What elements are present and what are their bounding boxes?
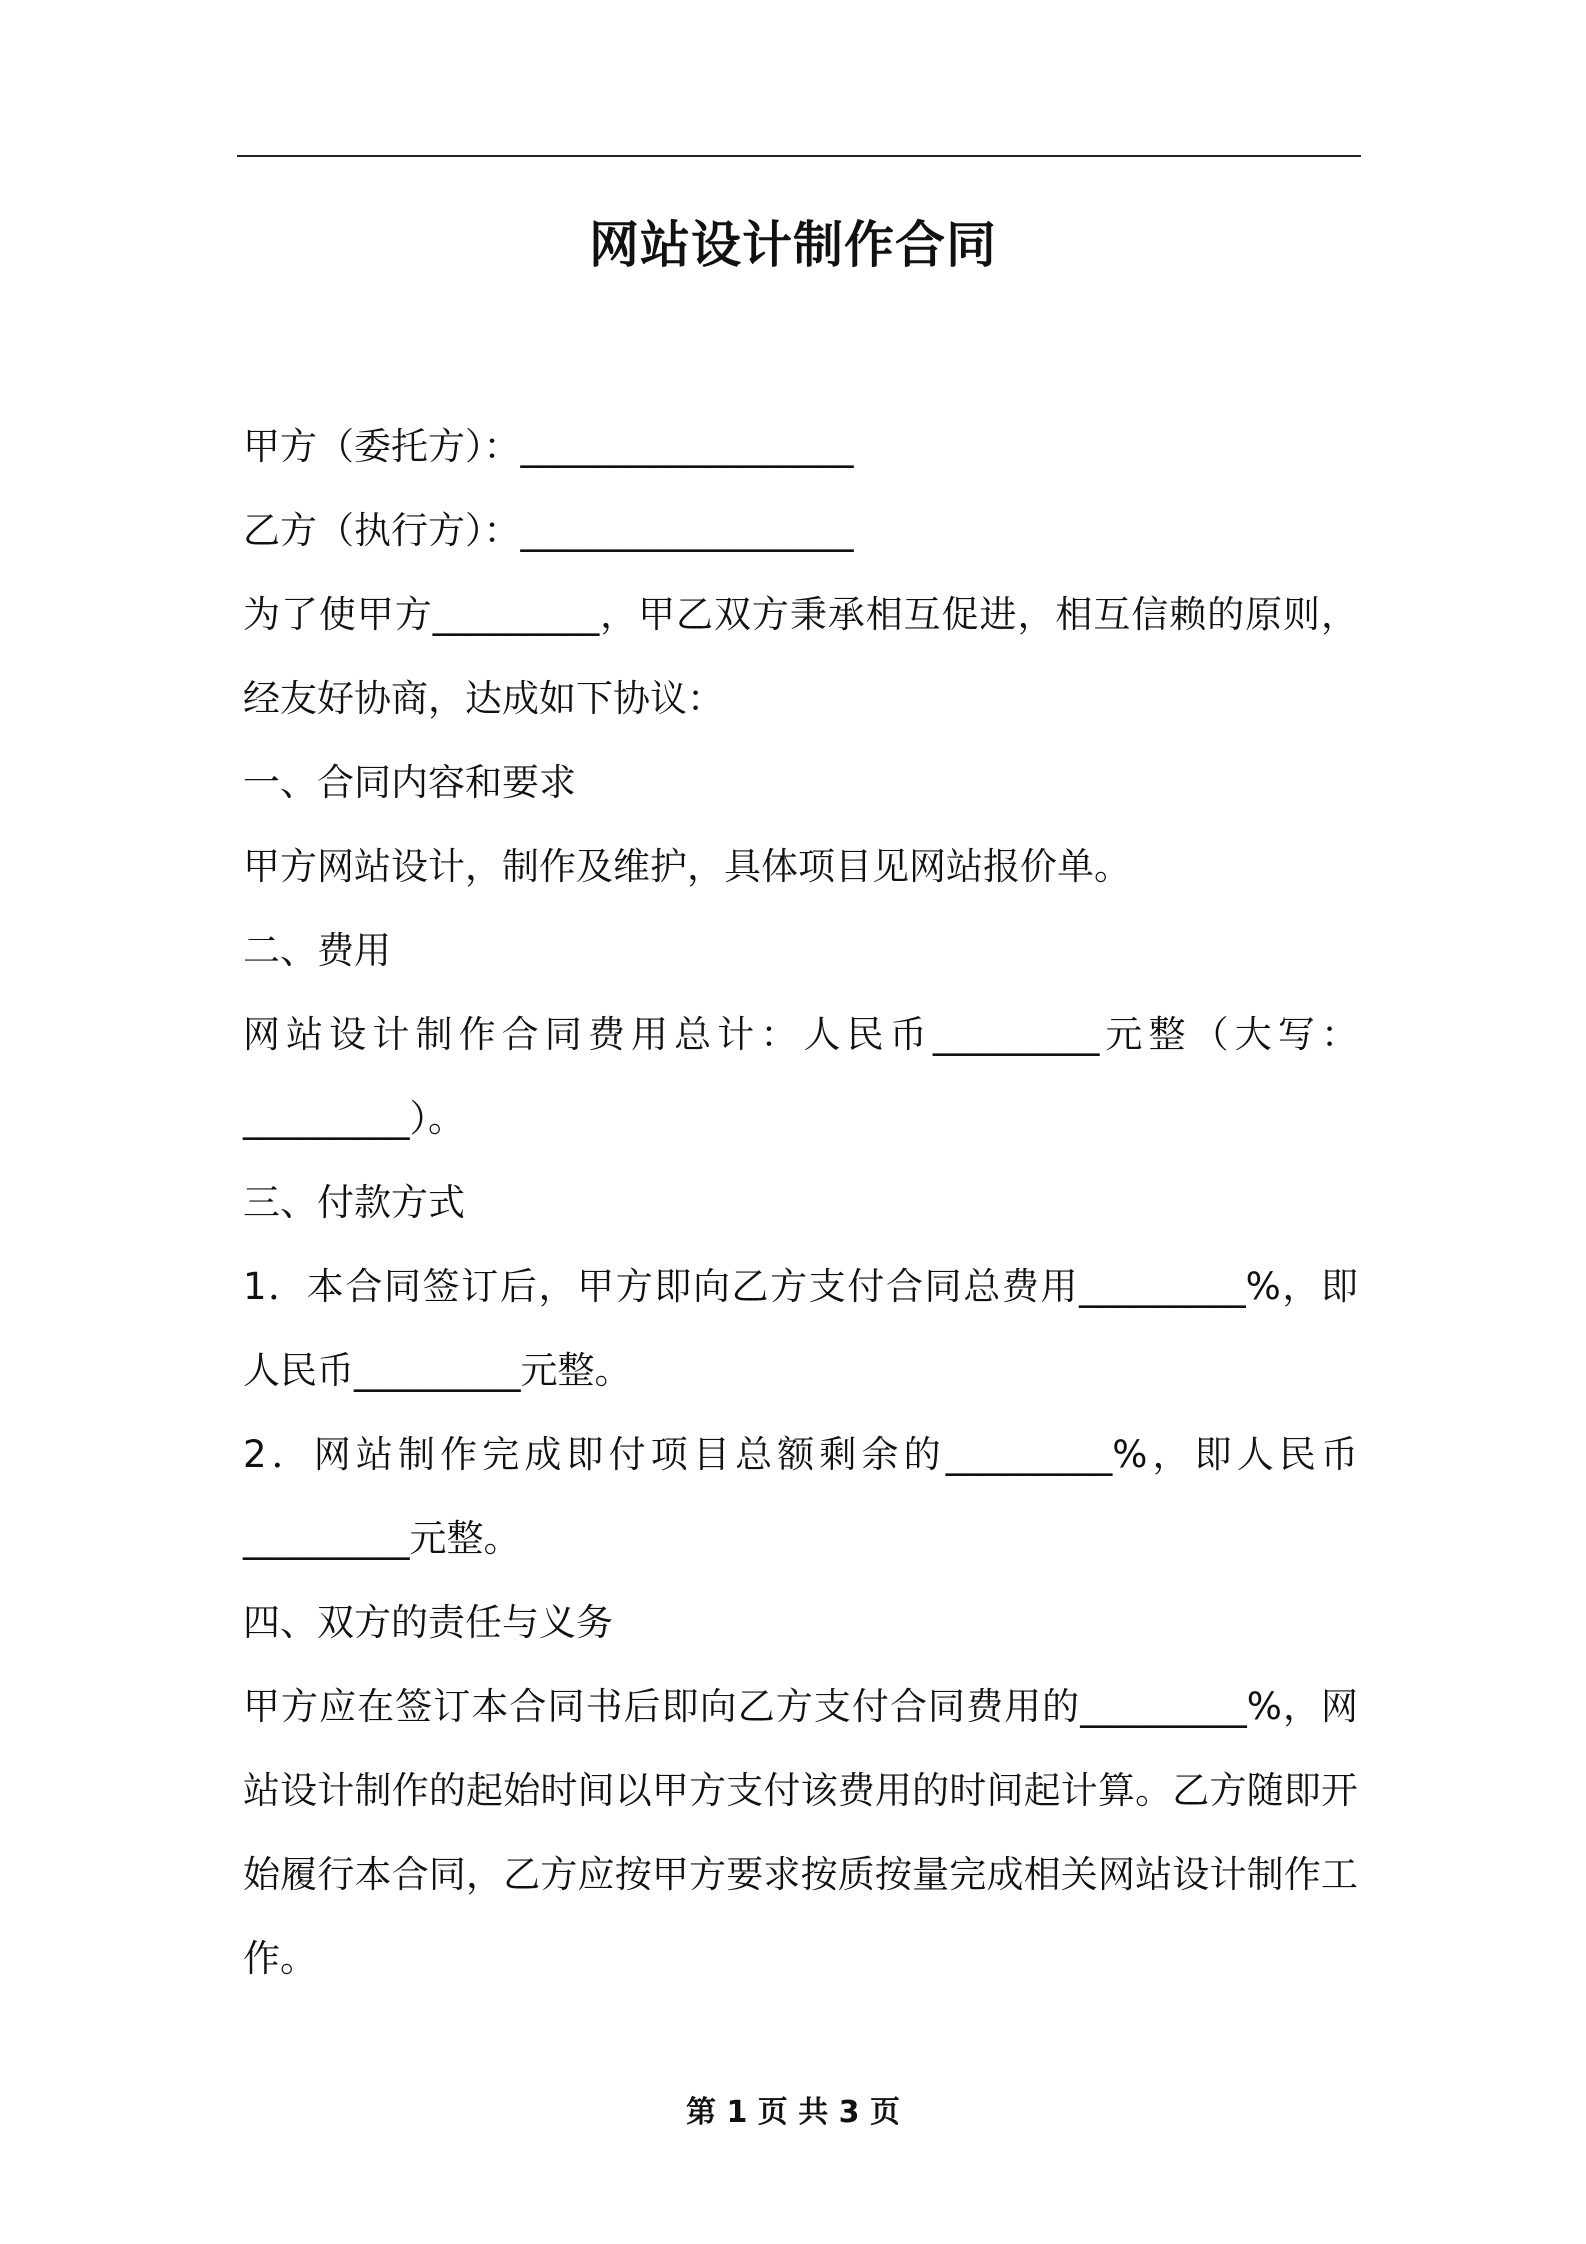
header-rule: [237, 155, 1361, 157]
section-heading-payment: 三、付款方式: [243, 1181, 465, 1224]
section-heading-duties: 四、双方的责任与义务: [243, 1601, 613, 1644]
payment-item-1-line-1: 1．本合同签订后，甲方即向乙方支付合同总费用_________%，即: [243, 1265, 1358, 1308]
document-body: [243, 405, 1358, 2001]
contents-paragraph: 甲方网站设计，制作及维护，具体项目见网站报价单。: [243, 845, 1131, 888]
party-a-line: 甲方（委托方）：__________________: [243, 425, 854, 468]
document-title: 网站设计制作合同: [589, 216, 997, 274]
party-b-line: 乙方（执行方）：__________________: [243, 509, 854, 552]
preamble-line-1: 为了使甲方_________，甲乙双方秉承相互促进，相互信赖的原则，: [243, 593, 1358, 636]
preamble-line-2: 经友好协商，达成如下协议：: [243, 677, 724, 720]
duties-line-3: 始履行本合同，乙方应按甲方要求按质按量完成相关网站设计制作工: [243, 1853, 1358, 1896]
payment-item-2-line-1: 2．网站制作完成即付项目总额剩余的_________%，即人民币: [243, 1433, 1358, 1476]
page-number-footer: 第 1 页 共 3 页: [686, 2095, 900, 2130]
payment-item-1-line-2: 人民币_________元整。: [243, 1349, 632, 1392]
section-heading-fees: 二、费用: [243, 929, 391, 972]
section-heading-contents: 一、合同内容和要求: [243, 761, 576, 804]
fees-line-2: _________）。: [243, 1097, 465, 1140]
duties-line-1: 甲方应在签订本合同书后即向乙方支付合同费用的_________%，网: [243, 1685, 1358, 1728]
duties-line-2: 站设计制作的起始时间以甲方支付该费用的时间起计算。乙方随即开: [243, 1769, 1358, 1812]
fees-line-1: 网站设计制作合同费用总计：人民币_________元整（大写：: [243, 1013, 1358, 1056]
payment-item-2-line-2: _________元整。: [243, 1517, 521, 1560]
duties-line-4: 作。: [243, 1937, 317, 1980]
